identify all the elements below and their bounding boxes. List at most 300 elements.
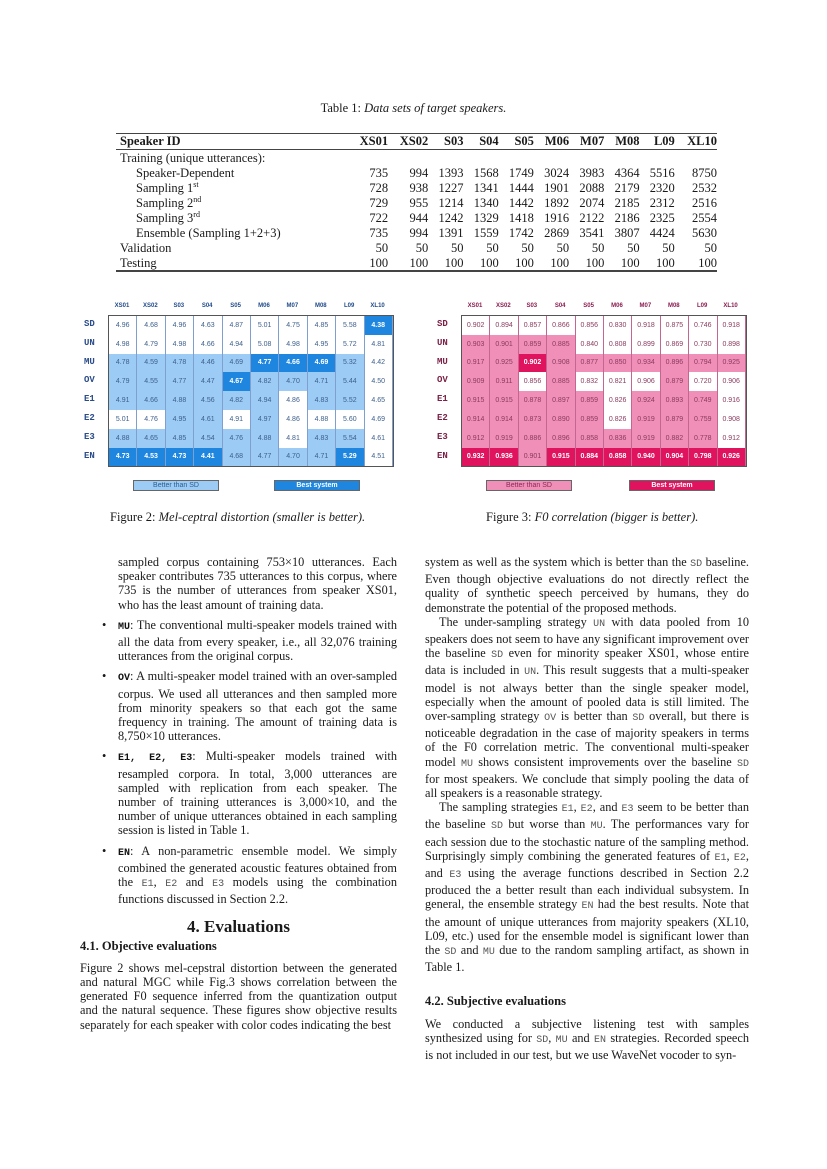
table-cell: 735 (369, 225, 389, 240)
heatmap-cell: 0.859 (576, 410, 604, 429)
row-label: Validation (120, 240, 172, 255)
table-cell: 50 (556, 240, 570, 255)
heatmap-cell: 4.46 (194, 354, 222, 373)
heatmap-cell: 5.54 (336, 429, 364, 448)
row-label: Speaker-Dependent (136, 165, 235, 180)
heatmap-cell: 0.858 (576, 429, 604, 448)
heatmap-cell: 4.70 (279, 372, 307, 391)
heatmap-cell: 4.69 (223, 354, 251, 373)
heatmap-cell: 4.66 (137, 391, 165, 410)
table-cell: 1391 (438, 225, 464, 240)
heatmap-cell: 0.821 (604, 372, 632, 391)
heatmap-cell: 0.826 (604, 391, 632, 410)
figure-3-caption: Figure 3: F0 correlation (bigger is better). (486, 510, 699, 524)
heatmap-column-label: XL10 (370, 303, 385, 309)
heatmap-cell: 0.912 (718, 429, 746, 448)
heatmap-cell: 5.44 (336, 372, 364, 391)
heatmap-cell: 0.914 (462, 410, 490, 429)
left-text-column (80, 555, 397, 1032)
table-cell: 50 (591, 240, 605, 255)
table-cell: 1892 (544, 195, 570, 210)
heatmap-cell: 0.912 (462, 429, 490, 448)
heatmap-cell: 4.73 (166, 448, 194, 467)
heatmap-column-label: M08 (314, 303, 327, 309)
paragraph-un-continuation: sampled corpus containing 753×10 utterances. Each speaker contributes 735 utterances to this corpus, where 735 is the number of utterances from speaker XS01, who has the least amount of training data. (118, 555, 397, 612)
heatmap-row-label: E3 (84, 431, 95, 442)
table-header-row (116, 134, 717, 150)
heatmap-cell: 4.61 (194, 410, 222, 429)
heatmap-column-label: L09 (697, 303, 708, 309)
table-cell: 1227 (438, 180, 464, 195)
section-heading-evaluations: 4. Evaluations (187, 917, 290, 937)
heatmap-cell: 0.934 (632, 354, 660, 373)
table-cell: 100 (348, 255, 388, 271)
heatmap-cell: 5.52 (336, 391, 364, 410)
heatmap-column-label: S03 (526, 303, 538, 309)
heatmap-cell: 0.940 (632, 448, 660, 467)
heatmap-cell: 4.94 (251, 391, 279, 410)
table-cell: 944 (409, 210, 429, 225)
table-cell: 2325 (649, 210, 675, 225)
table-cell: 1568 (473, 165, 499, 180)
column-header-m08: M08 (604, 134, 639, 150)
heatmap-column-label: M07 (639, 303, 652, 309)
heatmap-cell: 0.873 (519, 410, 547, 429)
table-cell: 1559 (473, 225, 499, 240)
heatmap-row-label: MU (84, 356, 95, 367)
heatmap-cell: 0.832 (576, 372, 604, 391)
table-cell: 100 (499, 255, 534, 271)
heatmap-cell: 4.86 (279, 410, 307, 429)
heatmap-cell: 0.894 (490, 316, 518, 335)
column-header-m07: M07 (569, 134, 604, 150)
heatmap-column-label: S04 (554, 303, 566, 309)
table-cell: 729 (369, 195, 389, 210)
row-label: Sampling 1st (136, 179, 199, 195)
table-row (116, 225, 717, 240)
heatmap-cell: 4.53 (137, 448, 165, 467)
heatmap-row-label: E3 (437, 431, 448, 442)
heatmap-grid (461, 315, 747, 467)
heatmap-cell: 0.850 (604, 354, 632, 373)
heatmap-cell: 4.69 (365, 410, 393, 429)
column-header-s03: S03 (428, 134, 463, 150)
heatmap-cell: 4.65 (365, 391, 393, 410)
table-cell: 2185 (614, 195, 640, 210)
heatmap-row-label: OV (84, 375, 95, 386)
heatmap-cell: 4.67 (223, 372, 251, 391)
heatmap-cell: 0.901 (490, 335, 518, 354)
right-text-column (425, 555, 749, 1062)
heatmap-cell: 4.98 (109, 335, 137, 354)
heatmap-cell: 0.882 (661, 429, 689, 448)
column-header-xs01: XS01 (348, 134, 388, 150)
table-cell: 722 (369, 210, 389, 225)
heatmap-cell: 4.77 (166, 372, 194, 391)
heatmap-row-label: EN (437, 450, 448, 461)
table-cell: 2186 (614, 210, 640, 225)
heatmap-cell: 0.904 (661, 448, 689, 467)
table-cell: 1749 (508, 165, 534, 180)
heatmap-cell: 4.88 (251, 429, 279, 448)
table-1-data-sets (116, 133, 717, 272)
heatmap-cell: 4.83 (308, 429, 336, 448)
heatmap-cell: 0.915 (462, 391, 490, 410)
table-cell: 50 (704, 240, 717, 255)
table-cell: 1442 (508, 195, 534, 210)
heatmap-cell: 5.32 (336, 354, 364, 373)
table-cell: 50 (486, 240, 499, 255)
heatmap-row-label: SD (437, 319, 448, 329)
heatmap-cell: 4.81 (279, 429, 307, 448)
heatmap-cell: 0.875 (661, 316, 689, 335)
table-cell: 938 (409, 180, 429, 195)
table-cell: 1329 (473, 210, 499, 225)
heatmap-cell: 0.919 (632, 429, 660, 448)
table-cell: 1341 (473, 180, 499, 195)
heatmap-cell: 0.898 (718, 335, 746, 354)
heatmap-cell: 0.856 (576, 316, 604, 335)
paragraph-under-sampling: The under-sampling strategy UN with data pooled from 10 speakers does not seem to have any significant improvement over the baseline SD even for minority speaker XS01, whose entire data is included in UN. This result suggests that a multi-speaker model is not always better than the single speaker model, especially when the amount of pooled data is still limited. The over-sampling strategy OV is better than SD overall, but there is noticeable degradation in the case of majority speakers in terms of the F0 correlation metric. The conventional multi-speaker model MU shows consistent improvements over the baseline SD for most speakers. We conclude that simply pooling the data of all speakers is a reasonable strategy. (425, 614, 750, 801)
heatmap-cell: 0.877 (576, 354, 604, 373)
heatmap-cell: 0.808 (604, 335, 632, 354)
heatmap-cell: 0.869 (661, 335, 689, 354)
heatmap-cell: 4.76 (223, 429, 251, 448)
heatmap-cell: 0.730 (689, 335, 717, 354)
table-cell: 100 (675, 255, 717, 271)
heatmap-column-label: M08 (667, 303, 680, 309)
heatmap-cell: 4.47 (194, 372, 222, 391)
heatmap-cell: 0.836 (604, 429, 632, 448)
heatmap-cell: 0.918 (632, 316, 660, 335)
heatmap-cell: 0.911 (490, 372, 518, 391)
row-label: Testing (116, 255, 348, 271)
table-cell: 100 (569, 255, 604, 271)
section-label: Training (unique utterances): (120, 150, 266, 165)
heatmap-cell: 0.830 (604, 316, 632, 335)
table-cell: 4364 (614, 165, 640, 180)
heatmap-cell: 4.96 (109, 316, 137, 335)
heatmap-cell: 0.720 (689, 372, 717, 391)
table-1-caption: Table 1: Data sets of target speakers. (320, 101, 507, 115)
heatmap-column-label: S05 (583, 303, 594, 309)
heatmap-cell: 4.76 (137, 410, 165, 429)
table-cell: 100 (534, 255, 569, 271)
column-header-l09: L09 (640, 134, 675, 150)
table-cell: 1901 (544, 180, 570, 195)
heatmap-cell: 4.88 (109, 429, 137, 448)
heatmap-cell: 4.54 (194, 429, 222, 448)
column-header-s04: S04 (463, 134, 498, 150)
table-cell: 2122 (579, 210, 605, 225)
heatmap-column-label: XS02 (496, 303, 511, 309)
heatmap-cell: 4.94 (223, 335, 251, 354)
heatmap-cell: 0.926 (718, 448, 746, 467)
heatmap-cell: 0.857 (519, 316, 547, 335)
heatmap-cell: 0.932 (462, 448, 490, 467)
heatmap-cell: 0.858 (604, 448, 632, 467)
heatmap-cell: 0.859 (576, 391, 604, 410)
heatmap-cell: 4.75 (279, 316, 307, 335)
table-cell: 1214 (438, 195, 464, 210)
heatmap-cell: 5.29 (336, 448, 364, 467)
table-cell: 1916 (544, 210, 570, 225)
heatmap-cell: 4.77 (251, 354, 279, 373)
table-cell: 3541 (579, 225, 605, 240)
table-cell: 2312 (649, 195, 675, 210)
heatmap-column-label: XL10 (723, 303, 738, 309)
table-cell: 1444 (508, 180, 534, 195)
row-label: Sampling 3rd (136, 209, 200, 225)
table-cell: 994 (409, 225, 429, 240)
heatmap-cell: 4.77 (251, 448, 279, 467)
heatmap-cell: 4.98 (166, 335, 194, 354)
heatmap-cell: 0.840 (576, 335, 604, 354)
heatmap-cell: 4.51 (365, 448, 393, 467)
heatmap-cell: 0.901 (519, 448, 547, 467)
heatmap-column-label: XS01 (114, 303, 130, 309)
heatmap-cell: 0.902 (519, 354, 547, 373)
heatmap-cell: 4.88 (166, 391, 194, 410)
heatmap-cell: 0.908 (547, 354, 575, 373)
heatmap-cell: 4.88 (308, 410, 336, 429)
heatmap-cell: 0.886 (519, 429, 547, 448)
heatmap-cell: 0.897 (547, 391, 575, 410)
table-cell: 100 (463, 255, 498, 271)
heatmap-cell: 0.885 (547, 372, 575, 391)
heatmap-cell: 0.924 (632, 391, 660, 410)
table-cell: 1393 (438, 165, 464, 180)
heatmap-cell: 4.98 (279, 335, 307, 354)
table-cell: 100 (640, 255, 675, 271)
heatmap-cell: 0.896 (547, 429, 575, 448)
heatmap-cell: 0.936 (490, 448, 518, 467)
list-item-ov: • OV: A multi-speaker model trained with an over-sampled corpus. We used all utterances and then sampled more from minority speakers so that each got the same frequency in training. The amount of training data is 8,750×10 utterances. (102, 669, 397, 744)
table-cell: 50 (375, 240, 389, 255)
table-cell: 8750 (692, 165, 717, 180)
table-cell: 2532 (692, 180, 717, 195)
heatmap-cell: 5.08 (251, 335, 279, 354)
heatmap-cell: 4.69 (308, 354, 336, 373)
table-cell: 3024 (544, 165, 570, 180)
paragraph-objective: Figure 2 shows mel-cepstral distortion between the generated and natural MGC while Fig.3 shows correlation between the generated F0 sequence inferred from the quantization output and the natural sequence. These figures show objective results separately for each speaker with color codes indicating the best (80, 960, 397, 1032)
heatmap-cell: 0.906 (632, 372, 660, 391)
heatmap-cell: 0.859 (519, 335, 547, 354)
heatmap-cell: 0.919 (490, 429, 518, 448)
table-row (116, 165, 717, 180)
table-cell: 1242 (438, 210, 464, 225)
table-cell: 2320 (649, 180, 675, 195)
heatmap-cell: 4.91 (223, 410, 251, 429)
column-header-speaker-id: Speaker ID (116, 134, 348, 150)
heatmap-cell: 4.71 (308, 372, 336, 391)
heatmap-cell: 4.71 (308, 448, 336, 467)
table-cell: 3807 (614, 225, 640, 240)
heatmap-cell: 4.66 (194, 335, 222, 354)
heatmap-cell: 0.879 (661, 410, 689, 429)
paragraph-continuation: system as well as the system which is better than the SD baseline. Even though objective evaluations do not directly reflect the quality of synthetic speech perceived by humans, they do demonstrate the potential of the proposed methods. (425, 555, 749, 615)
heatmap-cell: 0.794 (689, 354, 717, 373)
subsection-heading-subjective: 4.2. Subjective evaluations (425, 994, 566, 1009)
heatmap-grid (108, 315, 394, 467)
table-cell: 2554 (692, 210, 717, 225)
heatmap-cell: 4.73 (109, 448, 137, 467)
heatmap-column-label: S03 (173, 303, 185, 309)
table-row (116, 195, 717, 210)
heatmap-cell: 0.749 (689, 391, 717, 410)
heatmap-cell: 4.56 (194, 391, 222, 410)
table-cell: 100 (388, 255, 428, 271)
heatmap-cell: 4.78 (166, 354, 194, 373)
heatmap-cell: 0.746 (689, 316, 717, 335)
subsection-heading-objective: 4.1. Objective evaluations (80, 938, 217, 953)
heatmap-cell: 5.01 (109, 410, 137, 429)
heatmap-cell: 5.01 (251, 316, 279, 335)
table-cell: 1742 (508, 225, 534, 240)
heatmap-cell: 4.63 (194, 316, 222, 335)
table-cell: 50 (662, 240, 675, 255)
heatmap-cell: 0.878 (519, 391, 547, 410)
heatmap-column-label: M06 (258, 303, 270, 309)
table-cell: 3983 (579, 165, 605, 180)
table-cell: 2179 (614, 180, 640, 195)
heatmap-cell: 4.82 (251, 372, 279, 391)
heatmap-column-label: XS01 (467, 303, 483, 309)
table-cell: 50 (450, 240, 464, 255)
heatmap-cell: 4.82 (223, 391, 251, 410)
heatmap-cell: 0.925 (490, 354, 518, 373)
heatmap-row-label: E2 (84, 413, 95, 423)
heatmap-column-label: L09 (344, 303, 355, 309)
heatmap-cell: 0.885 (547, 335, 575, 354)
heatmap-column-label: M07 (286, 303, 299, 309)
heatmap-cell: 0.906 (718, 372, 746, 391)
table-cell: 728 (369, 180, 389, 195)
heatmap-row-label: E1 (437, 394, 448, 405)
heatmap-cell: 4.68 (223, 448, 251, 467)
heatmap-column-label: S04 (201, 303, 213, 309)
heatmap-cell: 0.826 (604, 410, 632, 429)
table-cell: 100 (604, 255, 639, 271)
table-row (116, 210, 717, 225)
column-header-xs02: XS02 (388, 134, 428, 150)
heatmap-cell: 4.38 (365, 316, 393, 335)
heatmap-cell: 4.41 (194, 448, 222, 467)
table-cell: 2088 (579, 180, 605, 195)
column-header-xl10: XL10 (675, 134, 717, 150)
heatmap-cell: 4.86 (279, 391, 307, 410)
table-cell: 50 (415, 240, 429, 255)
column-header-m06: M06 (534, 134, 569, 150)
heatmap-cell: 4.65 (137, 429, 165, 448)
heatmap-cell: 0.879 (661, 372, 689, 391)
table-cell: 1340 (473, 195, 499, 210)
heatmap-cell: 4.85 (308, 316, 336, 335)
heatmap-cell: 4.79 (109, 372, 137, 391)
table-cell: 2516 (692, 195, 717, 210)
heatmap-row-label: UN (84, 337, 95, 348)
table-cell: 4424 (649, 225, 675, 240)
heatmap-cell: 0.919 (632, 410, 660, 429)
table-section-row (116, 150, 717, 166)
heatmap-cell: 0.902 (462, 316, 490, 335)
heatmap-cell: 0.908 (718, 410, 746, 429)
heatmap-row-label: OV (437, 375, 448, 386)
table-cell: 5516 (649, 165, 675, 180)
heatmap-cell: 0.890 (547, 410, 575, 429)
heatmap-cell: 0.896 (661, 354, 689, 373)
heatmap-cell: 5.58 (336, 316, 364, 335)
heatmap-cell: 4.95 (166, 410, 194, 429)
heatmap-cell: 4.79 (137, 335, 165, 354)
list-item-en: • EN: A non-parametric ensemble model. We simply combined the generated acoustic features obtained from the E1, E2 and E3 models using the combination functions discussed in Section 2.2. (102, 843, 397, 907)
heatmap-cell: 0.909 (462, 372, 490, 391)
heatmap-cell: 4.59 (137, 354, 165, 373)
heatmap-cell: 0.918 (718, 316, 746, 335)
column-header-s05: S05 (499, 134, 534, 150)
heatmap-cell: 0.884 (576, 448, 604, 467)
paragraph-sampling-strategies: The sampling strategies E1, E2, and E3 seem to be better than the baseline SD but worse than MU. The performances vary for each session due to the stochastic nature of the sampling method. Surprisingly simply combining the generated features of E1, E2, and E3 using the average functions described in Section 2.2 produced the a better result than each individual subsystem. In general, the ensemble strategy EN had the best results. Note that the amount of unique utterances from majority speakers (XL10, L09, etc.) used for the ensemble model is significant lower than the SD and MU due to the random sampling artifact, as shown in Table 1. (425, 800, 749, 975)
heatmap-cell: 4.66 (279, 354, 307, 373)
heatmap-cell: 5.72 (336, 335, 364, 354)
heatmap-column-label: M06 (611, 303, 623, 309)
table-row (116, 255, 717, 271)
legend-better-than-sd: Better than SD (133, 480, 219, 491)
heatmap-cell: 4.97 (251, 410, 279, 429)
heatmap-cell: 0.915 (490, 391, 518, 410)
legend-better-than-sd: Better than SD (486, 480, 572, 491)
table-cell: 994 (409, 165, 429, 180)
heatmap-cell: 4.87 (223, 316, 251, 335)
figure-2-caption: Figure 2: Mel-ceptral distortion (smaller is better). (110, 510, 366, 524)
heatmap-cell: 4.61 (365, 429, 393, 448)
heatmap-cell: 5.60 (336, 410, 364, 429)
heatmap-cell: 0.759 (689, 410, 717, 429)
heatmap-row-label: UN (437, 337, 448, 348)
heatmap-cell: 0.916 (718, 391, 746, 410)
heatmap-cell: 0.798 (689, 448, 717, 467)
heatmap-cell: 0.866 (547, 316, 575, 335)
heatmap-cell: 4.85 (166, 429, 194, 448)
heatmap-cell: 4.96 (166, 316, 194, 335)
heatmap-cell: 4.55 (137, 372, 165, 391)
list-item-e1-e2-e3: • E1, E2, E3: Multi-speaker models trained with resampled corpora. In total, 3,000 utterances are sampled with replication from each speaker. The number of training utterances is 3,000×10, and the number of unique utterances obtained in each sampling session is listed in Table 1. (102, 749, 397, 838)
heatmap-cell: 4.70 (279, 448, 307, 467)
heatmap-row-label: SD (84, 319, 95, 329)
table-cell: 735 (369, 165, 389, 180)
legend-best-system: Best system (629, 480, 715, 491)
heatmap-cell: 4.50 (365, 372, 393, 391)
table-cell: 955 (409, 195, 429, 210)
heatmap-cell: 4.68 (137, 316, 165, 335)
heatmap-cell: 4.95 (308, 335, 336, 354)
table-cell: 50 (627, 240, 640, 255)
table-cell: 2074 (579, 195, 605, 210)
paragraph-subjective: We conducted a subjective listening test with samples synthesized using for SD, MU and EN strategies. Recorded speech is not included in our test, but we use WaveNet vocoder to syn- (425, 1016, 749, 1063)
heatmap-row-label: EN (84, 450, 95, 461)
heatmap-cell: 0.899 (632, 335, 660, 354)
list-item-mu: • MU: The conventional multi-speaker models trained with all the data from every speaker, i.e., all 32,076 training utterances from the original corpus. (102, 617, 397, 664)
heatmap-column-label: S05 (230, 303, 241, 309)
heatmap-cell: 4.42 (365, 354, 393, 373)
heatmap-cell: 0.778 (689, 429, 717, 448)
table-cell: 2869 (544, 225, 570, 240)
table-cell: 100 (428, 255, 463, 271)
heatmap-cell: 4.83 (308, 391, 336, 410)
heatmap-cell: 0.917 (462, 354, 490, 373)
table-cell: 50 (521, 240, 534, 255)
heatmap-cell: 4.81 (365, 335, 393, 354)
